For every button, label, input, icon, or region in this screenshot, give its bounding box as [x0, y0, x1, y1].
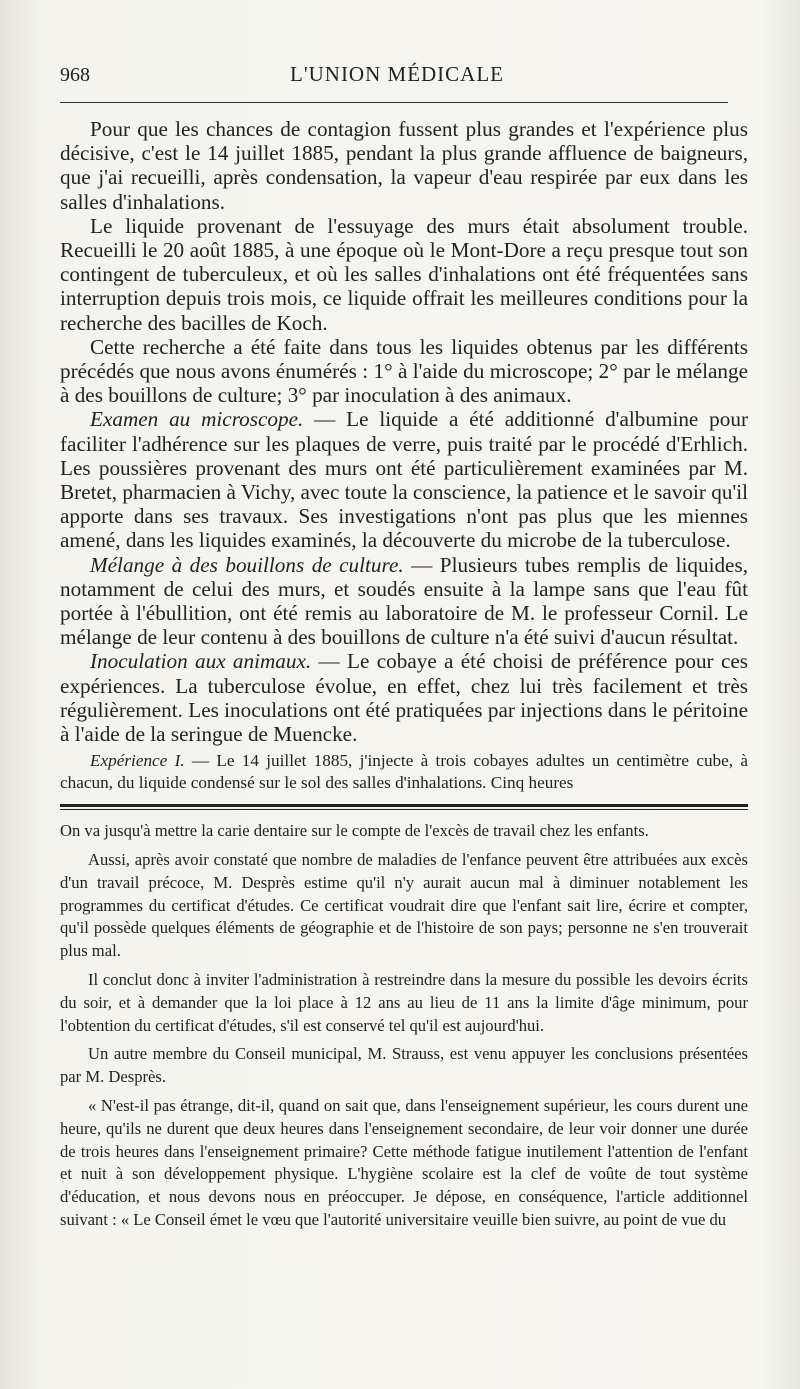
paragraph-wall-liquid: Le liquide provenant de l'essuyage des murs était absolument trouble. Recueilli le 20 août 1885, à une époque où le Mont-Dore a reçu presque tout son contingent de tuberculeux, et où les salles d'inhalations ont été fréquentées sans interruption depuis trois mois, ce liquide offrait les meilleures conditions pour la recherche des bacilles de Koch. [60, 213, 748, 335]
paragraph-microscope-text: — Le liquide a été additionné d'albumine pour faciliter l'adhérence sur les plaques de verre, puis traité par le procédé d'Erhlich. Les poussières provenant des murs ont été particulièrement examinées par M. Bretet, pharmacien à Vichy, avec toute la conscience, la patience et le savoir qu'il apporte dans ses travaux. Ses investigations n'ont pas plus que les miennes amené, dans les liquides examinés, la découverte du microbe de la tuberculose. [60, 407, 749, 553]
feuilleton-paragraph-2: Aussi, après avoir constaté que nombre de maladies de l'enfance peuvent être attribuées aux excès d'un travail précoce, M. Desprès estime qu'il n'y aurait aucun mal à diminuer notablement les programmes du certificat d'études. Ce certificat voudrait dire que l'enfant sait lire, écrire et compter, qu'il possède quelques éléments de géographie et de l'histoire de son pays; personne ne s'en trouverait plus mal. [60, 850, 748, 961]
running-head [60, 62, 728, 103]
experience-title: Expérience I. [90, 751, 185, 771]
paragraph-inoculation [60, 649, 748, 746]
feuilleton-paragraph-3: Il conclut donc à inviter l'administration à restreindre dans la mesure du possible les devoirs écrits du soir, et à demander que la loi place à 12 ans au lieu de 11 ans la limite d'âge minimum, pour l'obtention du certificat d'études, s'il est conservé tel qu'il est aujourd'hui. [60, 970, 748, 1035]
experience-text: — Le 14 juillet 1885, j'injecte à trois cobayes adultes un centimètre cube, à chacun, du liquide condensé sur le sol des salles d'inhalations. Cinq heures [60, 751, 748, 793]
journal-title: L'UNION MÉDICALE [290, 62, 505, 86]
paragraph-experience-1 [60, 750, 748, 794]
paragraph-contagion: Pour que les chances de contagion fussent plus grandes et l'expérience plus décisive, c'est le 14 juillet 1885, pendant la plus grande affluence de baigneurs, que j'ai recueilli, après condensation, la vapeur d'eau respirée par eux dans les salles d'inhalations. [60, 117, 748, 214]
page-number: 968 [60, 64, 90, 86]
paragraph-culture-text: — Plusieurs tubes remplis de liquides, notamment de celui des murs, et soudés ensuite à la lampe sans que l'eau fût portée à l'ébullition, ont été remis au laboratoire de M. le professeur Cornil. Le mélange de leur contenu à des bouillons de culture n'a été suivi d'aucun résultat. [60, 552, 749, 650]
feuilleton-paragraph-4: Un autre membre du Conseil municipal, M. Strauss, est venu appuyer les conclusions présentées par M. Desprès. [60, 1044, 748, 1087]
paragraph-research-methods: Cette recherche a été faite dans tous les liquides obtenus par les différents précédés que nous avons énumérés : 1° à l'aide du microscope; 2° par le mélange à des bouillons de culture; 3° par inoculation à des animaux. [60, 334, 748, 408]
section-title-culture: Mélange à des bouillons de culture. [90, 552, 404, 577]
paragraph-microscope [60, 407, 748, 552]
section-title-inoculation: Inoculation aux animaux. [90, 649, 312, 674]
feuilleton-divider [60, 804, 748, 810]
feuilleton-section [60, 820, 748, 1232]
feuilleton-paragraph-1: On va jusqu'à mettre la carie dentaire sur le compte de l'excès de travail chez les enfants. [60, 821, 649, 841]
article-body [60, 117, 748, 794]
section-title-microscope: Examen au microscope. [90, 407, 304, 432]
paragraph-culture [60, 553, 748, 650]
feuilleton-paragraph-5: « N'est-il pas étrange, dit-il, quand on sait que, dans l'enseignement supérieur, les cours durent une heure, qu'ils ne durent que deux heures dans l'enseignement secondaire, de leur voir donner une durée de trois heures dans l'enseignement primaire? Cette méthode fatigue inutilement l'attention de l'enfant et nuit à son développement physique. L'hygiène scolaire est la clef de voûte de tout système d'éducation, et nous devons nous en préoccuper. Je dépose, en conséquence, l'article additionnel suivant : « Le Conseil émet le vœu que l'autorité universitaire veuille bien suivre, au point de vue du [60, 1096, 748, 1230]
paragraph-inoculation-text: — Le cobaye a été choisi de préférence pour ces expériences. La tuberculose évolue, en effet, chez lui très facilement et très régulièrement. Les inoculations ont été pratiquées par injections dans le péritoine à l'aide de la seringue de Muencke. [60, 649, 748, 747]
